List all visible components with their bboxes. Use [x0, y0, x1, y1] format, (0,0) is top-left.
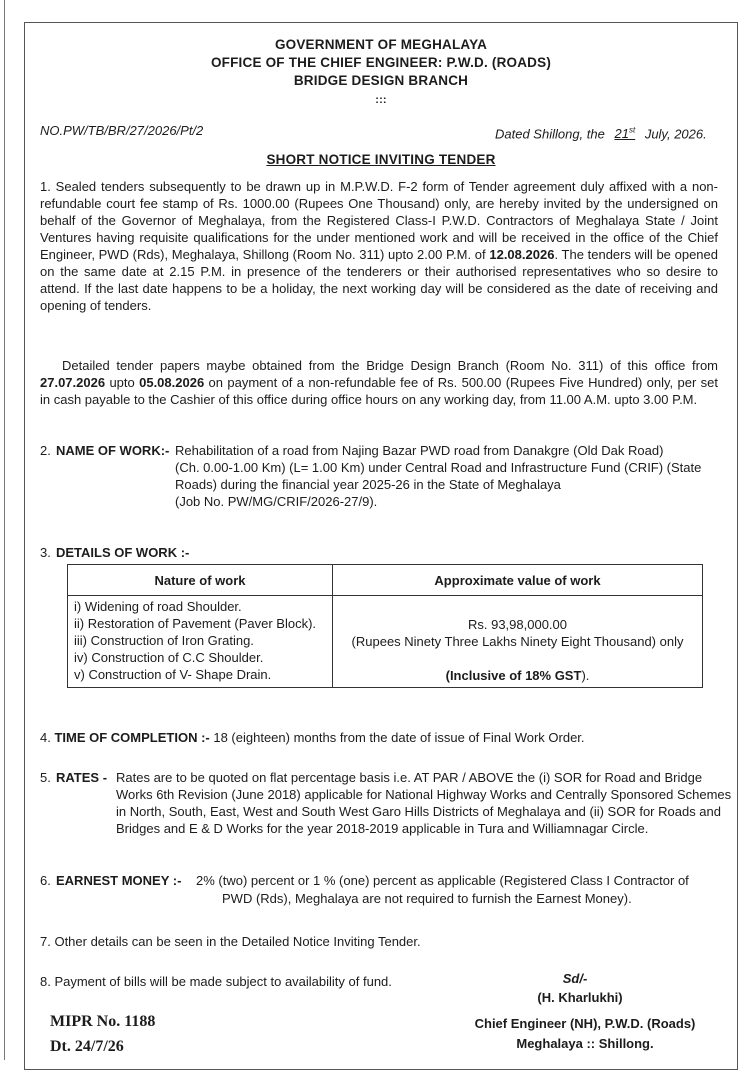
signature-sd: Sd/- [562, 971, 588, 986]
notice-title: SHORT NOTICE INVITING TENDER [266, 152, 496, 167]
item4-time-of-completion [40, 729, 585, 746]
item5-label: RATES - [56, 770, 108, 785]
signatory-name: (H. Kharlukhi) [537, 990, 623, 1005]
approx-amount: Rs. 93,98,000.00 [467, 617, 568, 632]
para1b-to-date: 05.08.2026 [139, 375, 205, 390]
page-edge-line [4, 0, 5, 1060]
value-cell [333, 596, 703, 688]
item8-text: 8. Payment of bills will be made subject to availability of fund. [40, 974, 392, 989]
gst-note [339, 667, 696, 684]
heading-ornament: ::: [375, 94, 387, 106]
day-suffix: st [628, 126, 636, 135]
item4-text: 18 (eighteen) months from the date of issue of Final Work Order. [213, 730, 585, 745]
item5-rates-text [116, 769, 732, 837]
item2-label: NAME OF WORK:- [56, 443, 170, 458]
item2-number: 2. [40, 443, 51, 458]
dated-line [495, 122, 707, 142]
paragraph-1b [40, 357, 718, 408]
rates-line: Bridges and E & D Works for the year 2018-2019 applicable in Tura and Williamnagar Circle. [116, 821, 649, 836]
work-name-line: (Ch. 0.00-1.00 Km) (L= 1.00 Km) under Central Road and Infrastructure Fund (CRIF) (State [175, 460, 702, 475]
col-nature-of-work: Nature of work [68, 565, 333, 596]
office-heading: OFFICE OF THE CHIEF ENGINEER: P.W.D. (ROADS) [210, 55, 552, 70]
item7-text: 7. Other details can be seen in the Detailed Notice Inviting Tender. [40, 934, 421, 949]
paragraph-1 [40, 178, 718, 314]
work-item: v) Construction of V- Shape Drain. [74, 667, 272, 682]
gst-text: (Inclusive of 18% GST [445, 668, 582, 683]
mipr-number: MIPR No. 1188 [50, 1013, 156, 1030]
para1b-upto: upto [109, 375, 135, 390]
signatory-place: Meghalaya :: Shillong. [516, 1036, 654, 1051]
reference-number: NO.PW/TB/BR/27/2026/Pt/2 [40, 123, 204, 138]
item5-number: 5. [40, 770, 51, 785]
rates-line: Rates are to be quoted on flat percentage basis i.e. AT PAR / ABOVE the (i) SOR for Road and Bridge [116, 770, 703, 785]
para1b-from-date: 27.07.2026 [40, 375, 106, 390]
table-header-row [68, 565, 703, 596]
work-name-line: Rehabilitation of a road from Najing Bazar PWD road from Danakgre (Old Dak Road) [175, 443, 664, 458]
mipr-date: Dt. 24/7/26 [50, 1038, 124, 1055]
item4-label: TIME OF COMPLETION :- [54, 730, 210, 745]
gst-text-end: ). [581, 668, 590, 683]
dated-prefix: Dated Shillong, the [495, 126, 605, 142]
para1-text-a: 1. Sealed tenders subsequently to be drawn up in M.P.W.D. F-2 form of Tender agreement duly affixed with a non-refundable court fee stamp of Rs. 1000.00 (Rupees One Thousand) only, are hereby invited by the undersigned on behalf of the Governor of Meghalaya, from the Registered Class-I P.W.D. Contractors of Meghalaya State / Joint Ventures having requisite qualifications for the under mentioned work and will be received in the office of the Chief Engineer, PWD (Rds), Meghalaya, Shillong (Room No. 311) upto 2.00 P.M. of [40, 179, 718, 262]
work-item: iv) Construction of C.C Shoulder. [74, 650, 264, 665]
item3-number: 3. [40, 545, 51, 560]
signatory-designation: Chief Engineer (NH), P.W.D. (Roads) [474, 1016, 696, 1031]
para1-closing-date: 12.08.2026 [489, 247, 555, 262]
work-details-table [67, 564, 703, 688]
work-item: i) Widening of road Shoulder. [74, 599, 242, 614]
para1b-text-a: Detailed tender papers maybe obtained from the Bridge Design Branch (Room No. 311) of this office from [62, 358, 718, 373]
item3-heading: DETAILS OF WORK :- [56, 545, 190, 560]
item6-line2: PWD (Rds), Meghalaya are not required to furnish the Earnest Money). [222, 891, 632, 906]
work-name-line: Roads) during the financial year 2025-26 in the State of Meghalaya [175, 477, 561, 492]
table-row [68, 596, 703, 688]
work-item: ii) Restoration of Pavement (Paver Block). [74, 616, 317, 631]
item6-line1: 2% (two) percent or 1 % (one) percent as applicable (Registered Class I Contractor of [196, 873, 689, 888]
para1b-text-b: on payment of a non-refundable fee of Rs. 500.00 (Rupees Five Hundred) only, per set in cash payable to the Cashier of this office during office hours on any working day, from 11.00 A.M. upto 3.00 P.M. [40, 375, 718, 407]
rates-line: Works 6th Revision (June 2018) applicable for National Highway Works and Centrally Sponsored Schemes [116, 787, 732, 802]
day-number: 21 [614, 126, 629, 142]
dated-month-year: July, 2026. [644, 126, 707, 142]
item6-number: 6. [40, 873, 51, 888]
item2-work-name [175, 442, 715, 510]
work-name-line: (Job No. PW/MG/CRIF/2026-27/9). [175, 494, 378, 509]
col-approx-value: Approximate value of work [333, 565, 703, 596]
item4-number: 4. [40, 730, 51, 745]
rates-line: in North, South, East, West and South West Garo Hills Districts of Meghalaya and (ii) SOR for Roads and [116, 804, 722, 819]
works-list-cell [68, 596, 333, 688]
para1-text-b: . The tenders will be opened on the same date at 2.15 P.M. in presence of the tenderers or their authorised representatives who so desire to attend. If the last date happens to be a holiday, the next working day will be considered as the date of receiving and opening of tenders. [40, 247, 718, 313]
approx-amount-words: (Rupees Ninety Three Lakhs Ninety Eight Thousand) only [351, 634, 684, 649]
item6-label: EARNEST MONEY :- [56, 873, 182, 888]
dated-day [608, 126, 641, 141]
govt-heading: GOVERNMENT OF MEGHALAYA [274, 37, 488, 52]
work-item: iii) Construction of Iron Grating. [74, 633, 254, 648]
branch-heading: BRIDGE DESIGN BRANCH [293, 73, 469, 88]
